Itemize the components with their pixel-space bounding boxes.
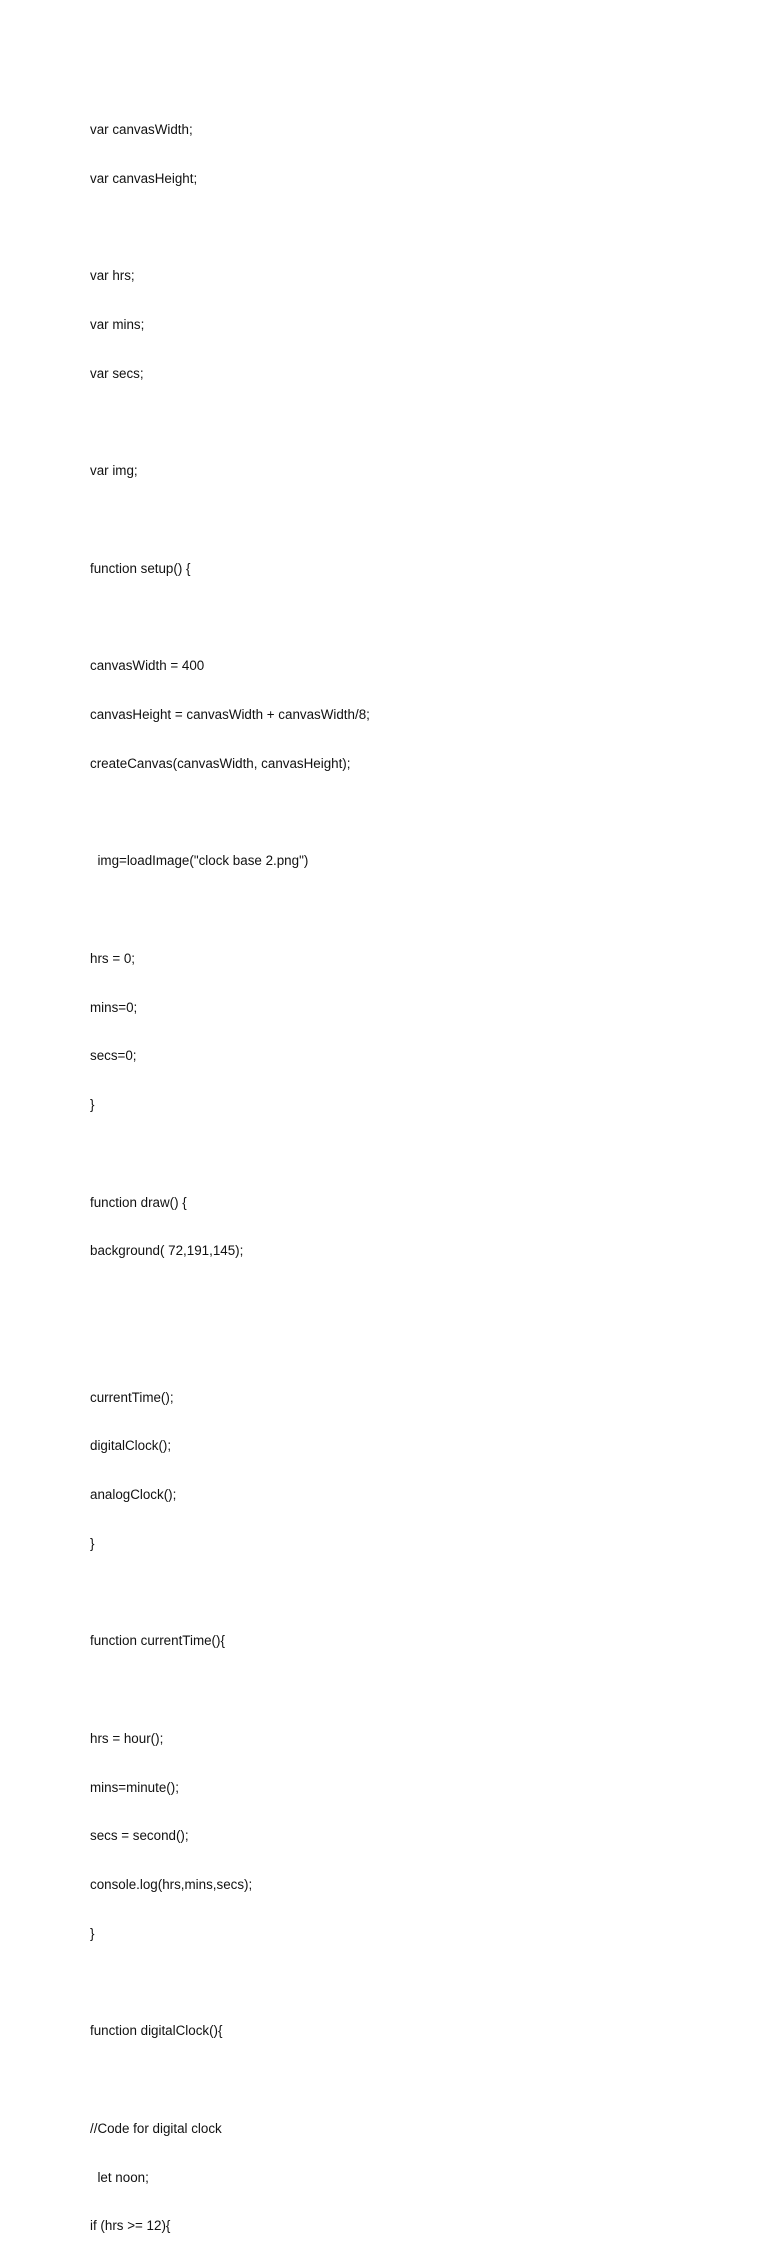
code-line: hrs = 0; xyxy=(90,950,136,966)
code-line: function currentTime(){ xyxy=(90,1633,225,1649)
code-line xyxy=(90,1974,710,1993)
code-line: function draw() { xyxy=(90,1194,187,1210)
code-line: canvasWidth = 400 xyxy=(90,658,205,674)
code-line: analogClock(); xyxy=(90,1487,177,1502)
code-line xyxy=(90,609,710,628)
code-line: function digitalClock(){ xyxy=(90,2023,223,2039)
code-line: if (hrs >= 12){ xyxy=(90,2218,171,2234)
code-line: var canvasHeight; xyxy=(90,170,198,186)
code-line: var img; xyxy=(90,463,138,479)
code-line: } xyxy=(90,1097,95,1112)
code-line xyxy=(90,1681,710,1700)
code-line: mins=0; xyxy=(90,999,138,1015)
code-line: //Code for digital clock xyxy=(90,2120,222,2136)
code-listing xyxy=(90,91,710,2266)
code-line xyxy=(90,1291,710,1310)
code-line xyxy=(90,414,710,433)
code-line: createCanvas(canvasWidth, canvasHeight); xyxy=(90,755,351,771)
code-line: } xyxy=(90,1535,95,1551)
code-line: secs=0; xyxy=(90,1048,137,1064)
code-line xyxy=(90,1145,710,1164)
code-line: currentTime(); xyxy=(90,1389,174,1405)
code-line xyxy=(90,901,710,920)
code-line: var hrs; xyxy=(90,268,135,284)
code-line xyxy=(90,511,710,530)
code-line xyxy=(90,219,710,238)
code-line xyxy=(90,2071,710,2090)
code-line: img=loadImage("clock base 2.png") xyxy=(90,853,309,869)
code-line: let noon; xyxy=(90,2169,149,2185)
code-line: console.log(hrs,mins,secs); xyxy=(90,1877,253,1892)
code-line: hrs = hour(); xyxy=(90,1730,164,1746)
code-line: var secs; xyxy=(90,365,144,381)
code-line: canvasHeight = canvasWidth + canvasWidth/8; xyxy=(90,707,370,722)
code-line: mins=minute(); xyxy=(90,1779,179,1795)
code-line xyxy=(90,1340,710,1359)
code-line: digitalClock(); xyxy=(90,1438,172,1454)
code-line: secs = second(); xyxy=(90,1828,189,1844)
code-line: function setup() { xyxy=(90,560,191,576)
code-line: background( 72,191,145); xyxy=(90,1243,244,1259)
code-line: var mins; xyxy=(90,317,145,332)
code-line xyxy=(90,1584,710,1603)
code-line: } xyxy=(90,1925,95,1941)
code-line xyxy=(90,804,710,823)
code-line: var canvasWidth; xyxy=(90,122,193,137)
